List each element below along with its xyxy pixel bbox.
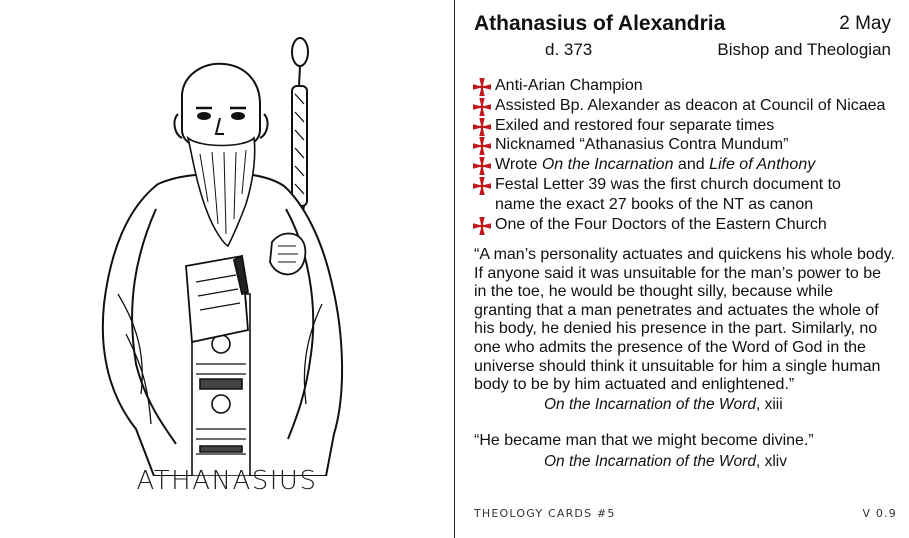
card-header <box>474 12 891 38</box>
cross-pattee-icon <box>473 217 491 235</box>
quote-citation <box>474 453 895 471</box>
fact-text-mid: and <box>673 156 710 174</box>
citation-ref: , xiii <box>755 396 783 413</box>
fact-text: One of the Four Doctors of the Eastern Church <box>495 215 827 233</box>
citation-ref: , xliv <box>755 453 787 470</box>
fact-text-pre: Wrote <box>495 156 542 174</box>
cross-pattee-icon <box>473 137 491 155</box>
cross-pattee-icon <box>473 98 491 116</box>
fact-text: Anti-Arian Champion <box>495 77 643 94</box>
head <box>175 64 268 146</box>
saint-role: Bishop and Theologian <box>717 40 891 59</box>
cross-pattee-icon <box>473 78 491 96</box>
fact-text-line2: name the exact 27 books of the NT as canon <box>495 195 814 213</box>
quote-text: “A man’s personality actuates and quickens his whole body. If anyone said it was unsuitable for the man’s power to be in the toe, he would be thought silly, because while granting that a man penetrates and actuates the whole of his body, he denied his presence in the part. Similarly, no one who admits the presence of the Word of God in the universe should think it unsuitable for him a single human body to be by him actuated and enlightened.” <box>474 246 895 394</box>
fact-item <box>473 116 903 136</box>
fact-text: Assisted Bp. Alexander as deacon at Council of Nicaea <box>495 96 886 114</box>
book <box>186 256 248 342</box>
fact-text-line1: Festal Letter 39 was the first church document to <box>495 175 841 193</box>
quote-text: “He became man that we might become divine.” <box>474 432 814 449</box>
cross-pattee-icon <box>473 157 491 175</box>
work-title: Life of Anthony <box>709 156 816 174</box>
death-year: d. 373 <box>545 40 593 59</box>
citation-source: On the Incarnation of the Word <box>544 396 756 413</box>
fact-item <box>473 135 903 155</box>
work-title: On the Incarnation <box>541 156 674 174</box>
version-label: V 0.9 <box>862 507 897 520</box>
info-card <box>456 0 909 538</box>
card-subheader <box>474 40 891 64</box>
citation-source: On the Incarnation of the Word <box>544 453 756 470</box>
fact-item <box>473 175 903 215</box>
feast-date: 2 May <box>839 13 891 34</box>
fact-item <box>473 215 903 235</box>
hand <box>270 234 305 275</box>
fact-item <box>473 155 903 175</box>
fact-text: Exiled and restored four separate times <box>495 116 775 134</box>
fact-item <box>473 76 903 96</box>
cross-pattee-icon <box>473 177 491 195</box>
quote-citation <box>474 396 895 414</box>
portrait-caption: ATHANASIUS <box>136 466 318 496</box>
saint-name: Athanasius of Alexandria <box>474 12 726 35</box>
facts-list <box>473 76 903 234</box>
cross-pattee-icon <box>473 118 491 136</box>
fact-item <box>473 96 903 116</box>
saint-portrait-illustration <box>96 34 346 476</box>
fact-text: Nicknamed “Athanasius Contra Mundum” <box>495 136 789 154</box>
series-label: THEOLOGY CARDS #5 <box>474 507 616 520</box>
